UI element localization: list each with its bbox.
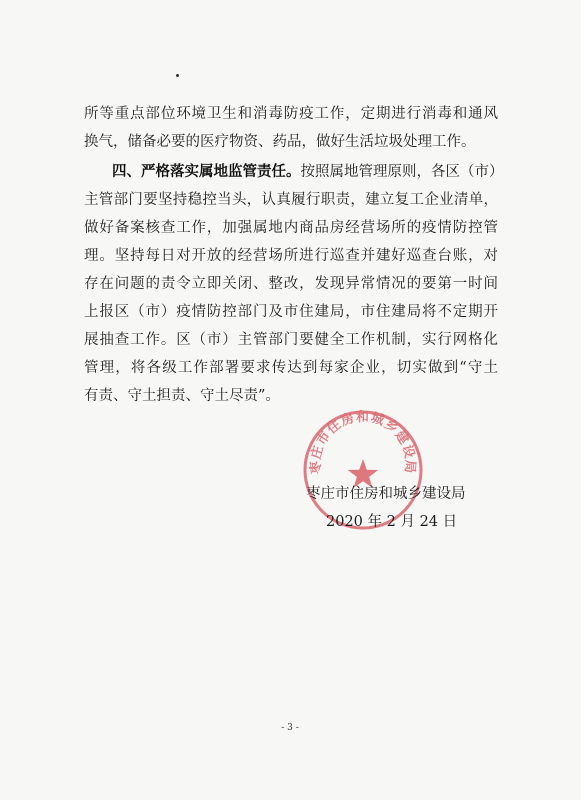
issuer-signature: 枣庄市住房和城乡建设局 xyxy=(306,486,466,502)
page-number: - 3 - xyxy=(281,723,299,733)
paragraph-line: 所等重点部位环境卫生和消毒防疫工作，定期进行消毒和通风 xyxy=(84,106,498,122)
paragraph-line: 换气，储备必要的医疗物资、药品，做好生活垃圾处理工作。 xyxy=(84,134,476,150)
paragraph-line: 理。坚持每日对开放的经营场所进行巡查并建好巡查台账，对 xyxy=(84,248,498,264)
section-4-heading: 四、严格落实属地监管责任。 xyxy=(112,164,301,180)
paragraph-line: 存在问题的责令立即关闭、整改，发现异常情况的要第一时间 xyxy=(84,276,498,292)
issue-date: 2020 年 2 月 24 日 xyxy=(326,514,458,530)
paragraph-line: 主管部门要坚持稳控当头，认真履行职责，建立复工企业清单， xyxy=(84,192,498,208)
paragraph-line: 上报区（市）疫情防控部门及市住建局，市住建局将不定期开 xyxy=(84,304,498,320)
paragraph-line: 展抽查工作。区（市）主管部门要健全工作机制，实行网格化 xyxy=(84,332,498,348)
seal-text: 枣庄市住房和城乡建设局 xyxy=(308,410,418,475)
paragraph-line: 有责、守土担责、守土尽责”。 xyxy=(84,388,280,404)
paragraph-line: 做好备案核查工作，加强属地内商品房经营场所的疫情防控管 xyxy=(84,220,498,236)
section-4-first-line xyxy=(112,158,504,186)
section-4-text: 按照属地管理原则，各区（市） xyxy=(300,164,504,180)
paragraph-line: 管理，将各级工作部署要求传达到每家企业，切实做到“守土 xyxy=(84,360,498,376)
